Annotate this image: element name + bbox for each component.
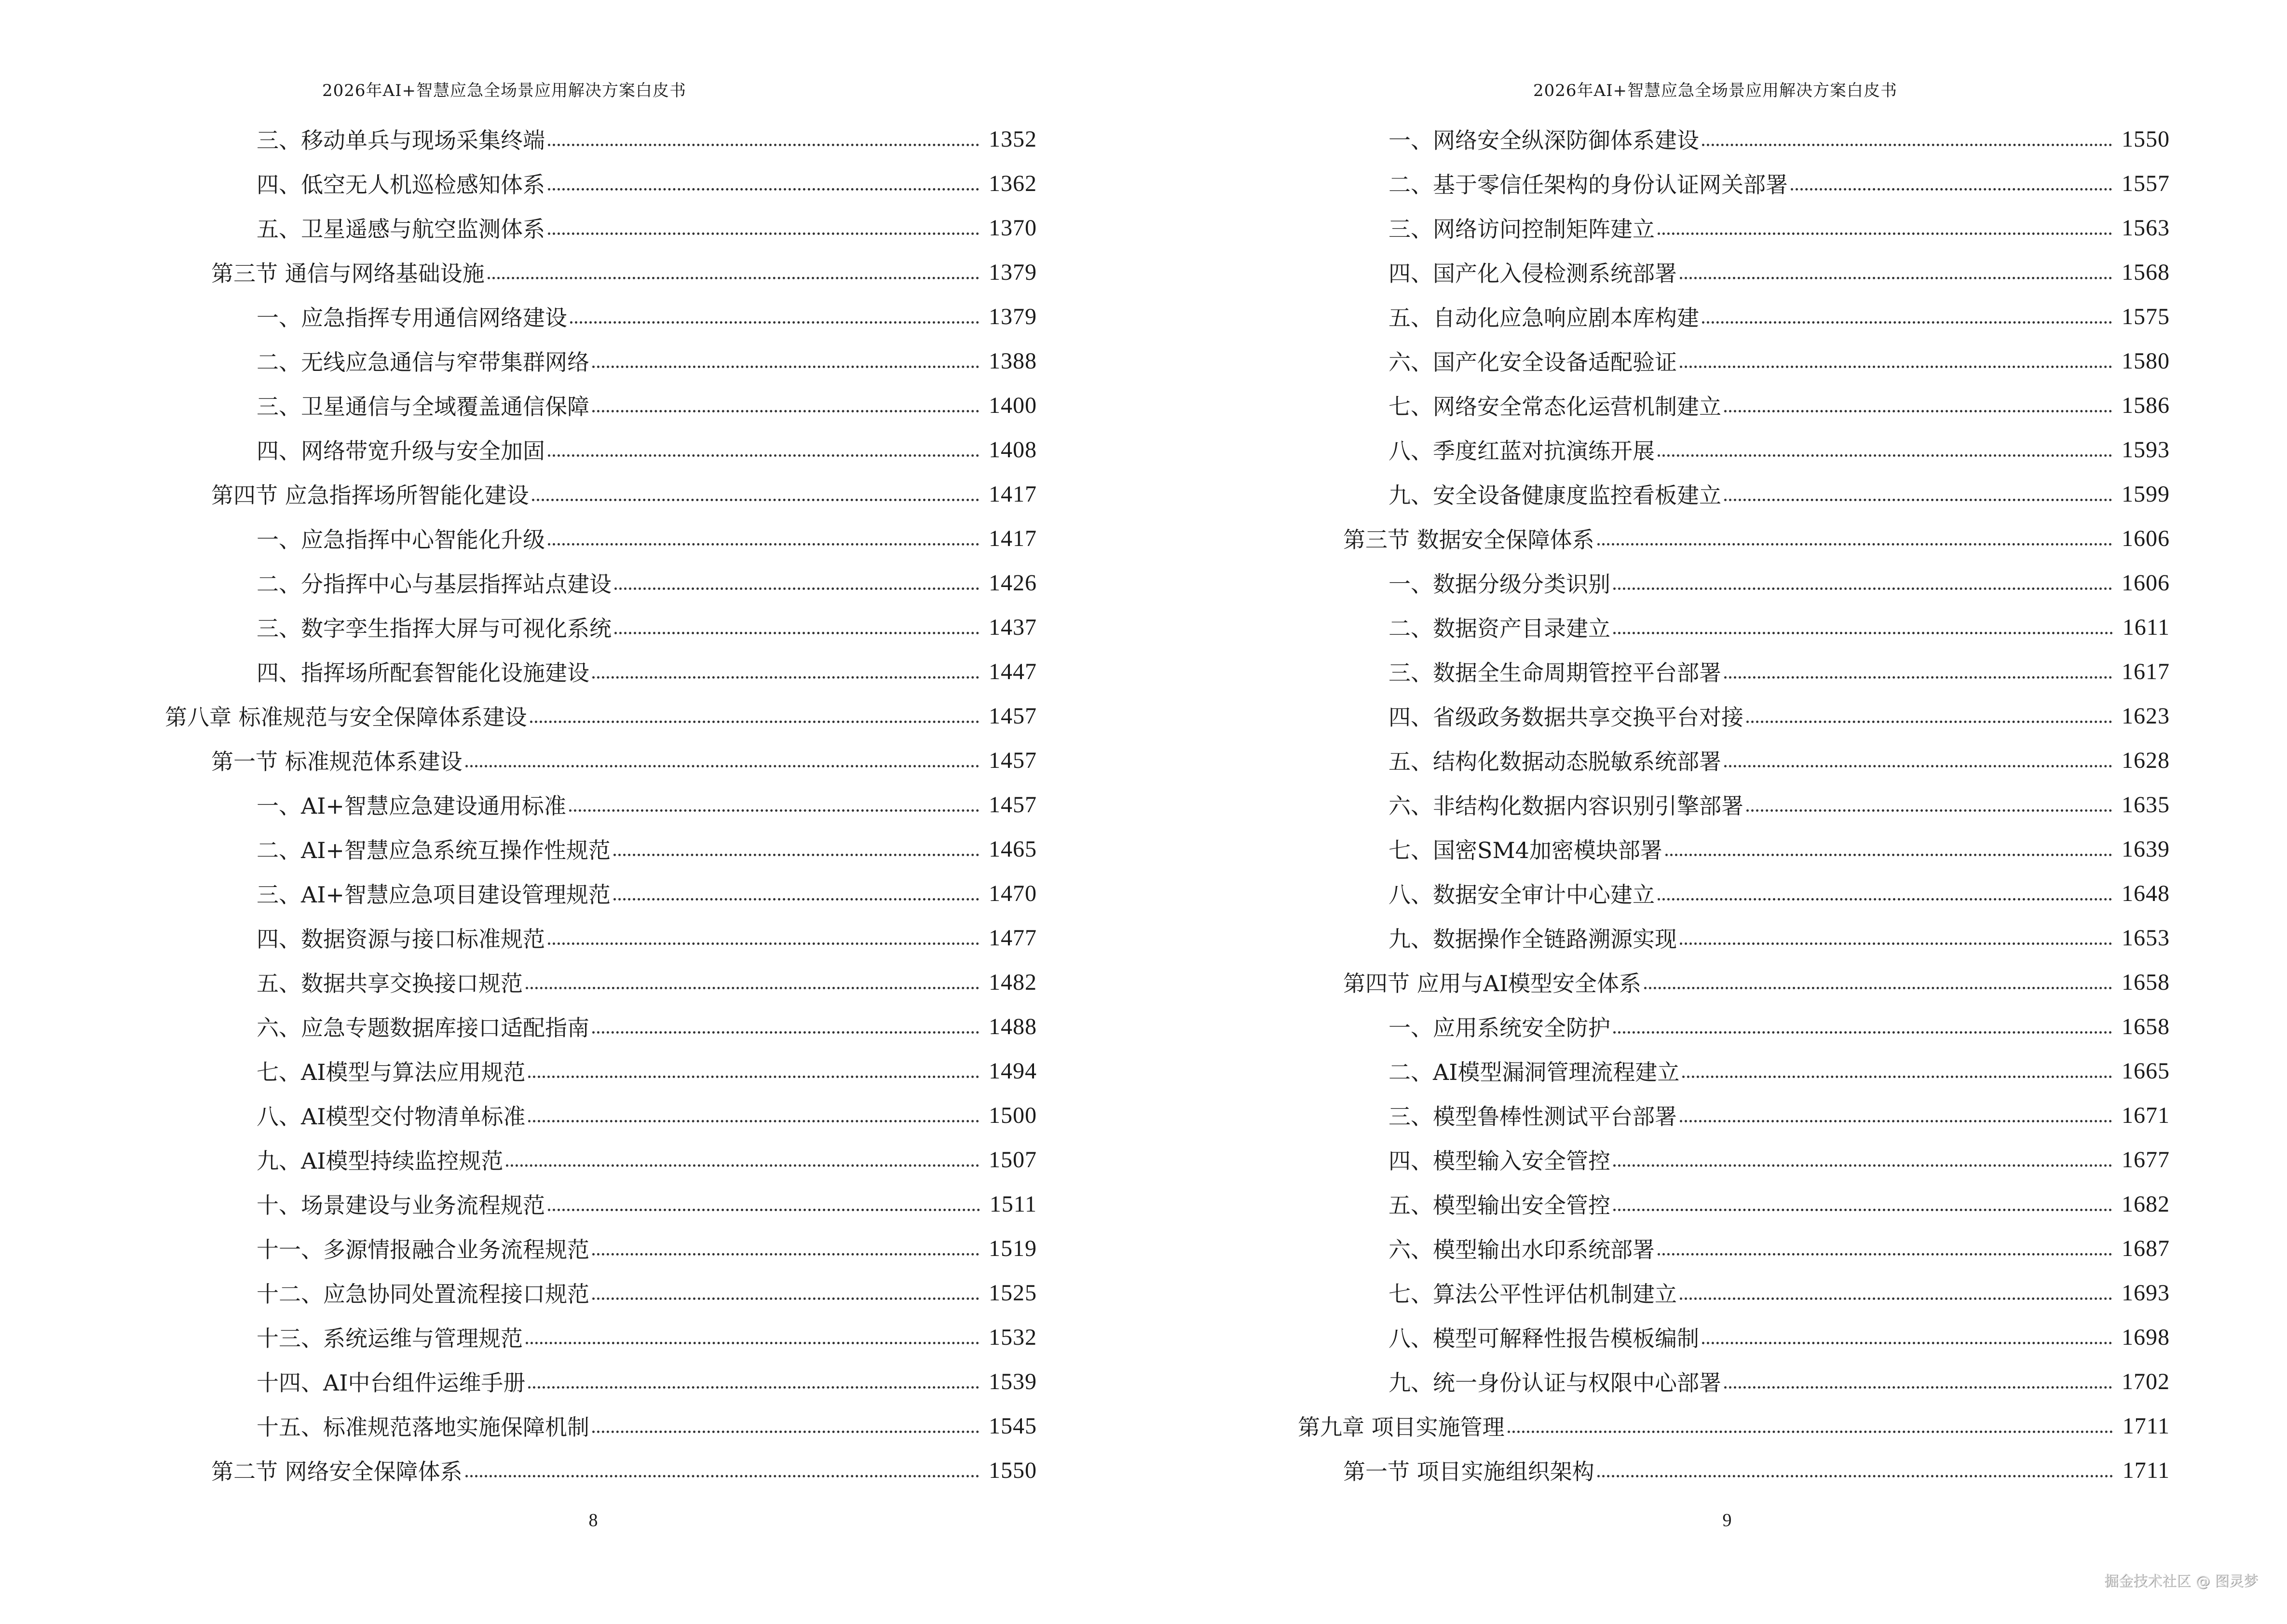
toc-entry-page: 1617 xyxy=(2122,658,2170,684)
toc-entry-page: 1606 xyxy=(2122,525,2170,551)
toc-entry-item[interactable] xyxy=(0,960,1037,1004)
toc-entry-item[interactable] xyxy=(1144,205,2170,250)
dot-leader xyxy=(614,616,982,638)
toc-entry-page: 1635 xyxy=(2122,792,2170,818)
toc-entry-item[interactable] xyxy=(0,1270,1037,1315)
dot-leader xyxy=(613,882,982,904)
toc-entry-title: 四、模型输入安全管控 xyxy=(1389,1148,1610,1174)
dot-leader xyxy=(1746,705,2115,727)
toc-entry-title: 二、基于零信任架构的身份认证网关部署 xyxy=(1389,172,1788,198)
toc-entry-title: 五、卫星遥感与航空监测体系 xyxy=(257,216,545,242)
dot-leader xyxy=(1791,172,2115,194)
toc-entry-title: 一、数据分级分类识别 xyxy=(1389,571,1610,597)
toc-entry-item[interactable] xyxy=(1144,1226,2170,1270)
toc-entry-title: 五、数据共享交换接口规范 xyxy=(257,970,523,996)
toc-entry-page: 1623 xyxy=(2122,703,2170,729)
dot-leader xyxy=(1508,1415,2116,1437)
toc-entry-item[interactable] xyxy=(0,649,1037,694)
toc-entry-page: 1525 xyxy=(989,1280,1037,1306)
toc-entry-section[interactable] xyxy=(1144,1448,2170,1492)
toc-entry-item[interactable] xyxy=(1144,472,2170,516)
dot-leader xyxy=(1702,1326,2115,1348)
toc-entry-item[interactable] xyxy=(1144,605,2170,649)
toc-entry-title: 三、卫星通信与全域覆盖通信保障 xyxy=(257,394,589,420)
toc-entry-item[interactable] xyxy=(0,827,1037,871)
dot-leader xyxy=(465,1459,982,1481)
dot-leader xyxy=(530,705,982,727)
dot-leader xyxy=(1724,1370,2115,1392)
toc-entry-title: 第二节 网络安全保障体系 xyxy=(211,1459,463,1485)
toc-entry-page: 1628 xyxy=(2122,747,2170,773)
toc-entry-title: 第四节 应用与AI模型安全体系 xyxy=(1343,970,1642,996)
toc-entry-item[interactable] xyxy=(1144,1049,2170,1093)
toc-entry-item[interactable] xyxy=(1144,339,2170,383)
toc-entry-page: 1658 xyxy=(2122,969,2170,995)
toc-entry-title: 三、数据全生命周期管控平台部署 xyxy=(1389,660,1721,686)
toc-entry-page: 1682 xyxy=(2122,1191,2170,1217)
toc-entry-item[interactable] xyxy=(1144,560,2170,605)
toc-entry-item[interactable] xyxy=(0,1226,1037,1270)
toc-entry-page: 1519 xyxy=(989,1235,1037,1261)
dot-leader xyxy=(1680,1282,2115,1304)
toc-entry-title: 五、结构化数据动态脱敏系统部署 xyxy=(1389,749,1721,775)
dot-leader xyxy=(528,1370,982,1392)
toc-entry-title: 七、AI模型与算法应用规范 xyxy=(257,1059,526,1085)
toc-entry-item[interactable] xyxy=(1144,1270,2170,1315)
dot-leader xyxy=(1658,882,2115,904)
toc-entry-item[interactable] xyxy=(1144,694,2170,738)
toc-entry-title: 六、应急专题数据库接口适配指南 xyxy=(257,1015,589,1041)
dot-leader xyxy=(592,660,982,682)
toc-entry-title: 十五、标准规范落地实施保障机制 xyxy=(257,1414,589,1440)
toc-entry-item[interactable] xyxy=(1144,161,2170,205)
toc-entry-item[interactable] xyxy=(0,205,1037,250)
toc-entry-title: 十四、AI中台组件运维手册 xyxy=(257,1370,526,1396)
toc-entry-page: 1447 xyxy=(989,658,1037,684)
toc-entry-title: 八、数据安全审计中心建立 xyxy=(1389,882,1655,908)
toc-entry-page: 1575 xyxy=(2122,303,2170,329)
toc-entry-item[interactable] xyxy=(0,339,1037,383)
toc-entry-title: 一、应急指挥中心智能化升级 xyxy=(257,527,545,553)
toc-entry-page: 1370 xyxy=(989,215,1037,241)
dot-leader xyxy=(1644,971,2115,993)
dot-leader xyxy=(592,1282,982,1304)
toc-entry-item[interactable] xyxy=(1144,117,2170,161)
toc-entry-item[interactable] xyxy=(1144,1137,2170,1182)
dot-leader xyxy=(592,1415,982,1437)
toc-entry-title: 二、数据资产目录建立 xyxy=(1389,615,1610,641)
dot-leader xyxy=(1680,1104,2115,1126)
dot-leader xyxy=(570,305,982,328)
dot-leader xyxy=(528,1060,982,1082)
toc-entry-page: 1687 xyxy=(2122,1235,2170,1261)
toc-entry-page: 1388 xyxy=(989,348,1037,374)
dot-leader xyxy=(1613,1148,2115,1171)
dot-leader xyxy=(613,838,982,860)
dot-leader xyxy=(548,438,982,461)
dot-leader xyxy=(1613,1193,2115,1215)
toc-entry-title: 九、数据操作全链路溯源实现 xyxy=(1389,926,1677,952)
toc-entry-item[interactable] xyxy=(1144,782,2170,827)
toc-entry-item[interactable] xyxy=(1144,915,2170,960)
toc-entry-page: 1665 xyxy=(2122,1058,2170,1084)
toc-entry-title: 四、指挥场所配套智能化设施建设 xyxy=(257,660,589,686)
toc-entry-title: 第三节 通信与网络基础设施 xyxy=(211,260,485,287)
toc-entry-title: 一、网络安全纵深防御体系建设 xyxy=(1389,127,1699,153)
toc-entry-title: 三、移动单兵与现场采集终端 xyxy=(257,127,545,153)
toc-entry-page: 1511 xyxy=(989,1191,1037,1217)
toc-entry-page: 1470 xyxy=(989,880,1037,906)
toc-entry-page: 1648 xyxy=(2122,880,2170,906)
dot-leader xyxy=(1658,1237,2115,1259)
toc-entry-page: 1362 xyxy=(989,170,1037,196)
toc-entry-page: 1477 xyxy=(989,925,1037,951)
dot-leader xyxy=(592,350,982,372)
toc-entry-item[interactable] xyxy=(0,782,1037,827)
toc-entry-title: 第八章 标准规范与安全保障体系建设 xyxy=(165,704,527,730)
toc-entry-item[interactable] xyxy=(0,1404,1037,1448)
toc-entry-title: 十、场景建设与业务流程规范 xyxy=(257,1192,545,1218)
toc-entry-title: 七、算法公平性评估机制建立 xyxy=(1389,1281,1677,1307)
dot-leader xyxy=(1746,793,2115,816)
toc-entry-page: 1677 xyxy=(2122,1146,2170,1173)
toc-entry-page: 1539 xyxy=(989,1368,1037,1394)
dot-leader xyxy=(1597,1459,2116,1481)
toc-entry-page: 1379 xyxy=(989,259,1037,285)
dot-leader xyxy=(506,1148,982,1171)
toc-entry-item[interactable] xyxy=(1144,383,2170,427)
toc-entry-title: 七、国密SM4加密模块部署 xyxy=(1389,837,1662,863)
toc-entry-title: 五、自动化应急响应剧本库构建 xyxy=(1389,305,1699,331)
toc-entry-page: 1545 xyxy=(989,1413,1037,1439)
toc-entry-title: 八、季度红蓝对抗演练开展 xyxy=(1389,438,1655,464)
toc-entry-title: 九、AI模型持续监控规范 xyxy=(257,1148,504,1174)
toc-entry-item[interactable] xyxy=(1144,250,2170,294)
toc-entry-page: 1698 xyxy=(2122,1324,2170,1350)
toc-entry-item[interactable] xyxy=(0,117,1037,161)
toc-entry-item[interactable] xyxy=(0,915,1037,960)
toc-entry-title: 一、应用系统安全防护 xyxy=(1389,1015,1610,1041)
toc-entry-page: 1417 xyxy=(989,481,1037,507)
toc-entry-title: 六、模型输出水印系统部署 xyxy=(1389,1237,1655,1263)
toc-entry-item[interactable] xyxy=(1144,1315,2170,1359)
dot-leader xyxy=(1724,660,2115,682)
toc-entry-item[interactable] xyxy=(0,161,1037,205)
dot-leader xyxy=(548,927,982,949)
dot-leader xyxy=(1680,261,2115,283)
dot-leader xyxy=(526,1326,982,1348)
toc-entry-title: 一、AI+智慧应急建设通用标准 xyxy=(257,793,566,819)
toc-entry-item[interactable] xyxy=(0,1049,1037,1093)
toc-entry-item[interactable] xyxy=(1144,738,2170,782)
dot-leader xyxy=(592,1237,982,1259)
toc-entry-page: 1408 xyxy=(989,437,1037,463)
dot-leader xyxy=(1613,572,2115,594)
toc-entry-page: 1671 xyxy=(2122,1102,2170,1128)
toc-entry-item[interactable] xyxy=(0,560,1037,605)
toc-entry-page: 1426 xyxy=(989,570,1037,596)
dot-leader xyxy=(1658,217,2115,239)
toc-entry-page: 1457 xyxy=(989,747,1037,773)
dot-leader xyxy=(548,527,982,549)
toc-entry-title: 六、非结构化数据内容识别引擎部署 xyxy=(1389,793,1743,819)
toc-entry-title: 三、数字孪生指挥大屏与可视化系统 xyxy=(257,615,612,641)
page-number: 8 xyxy=(588,1510,598,1530)
toc-entry-item[interactable] xyxy=(0,1359,1037,1404)
toc-entry-page: 1482 xyxy=(989,969,1037,995)
dot-leader xyxy=(569,793,982,816)
toc-entry-page: 1488 xyxy=(989,1013,1037,1039)
toc-entry-item[interactable] xyxy=(0,294,1037,339)
page-number: 9 xyxy=(1722,1510,1732,1530)
toc-entry-title: 八、模型可解释性报告模板编制 xyxy=(1389,1325,1699,1351)
toc-entry-item[interactable] xyxy=(1144,1093,2170,1137)
toc-entry-item[interactable] xyxy=(1144,649,2170,694)
toc-entry-item[interactable] xyxy=(0,1093,1037,1137)
toc-entry-chapter[interactable] xyxy=(0,694,1037,738)
toc-entry-title: 第三节 数据安全保障体系 xyxy=(1343,527,1594,553)
toc-entry-item[interactable] xyxy=(1144,827,2170,871)
toc-entry-page: 1611 xyxy=(2122,614,2170,640)
toc-entry-page: 1457 xyxy=(989,703,1037,729)
watermark: 掘金技术社区 @ 图灵梦 xyxy=(2104,1573,2258,1590)
toc-entry-item[interactable] xyxy=(1144,1182,2170,1226)
toc-entry-page: 1580 xyxy=(2122,348,2170,374)
toc-entry-item[interactable] xyxy=(0,1137,1037,1182)
toc-entry-page: 1693 xyxy=(2122,1280,2170,1306)
toc-entry-item[interactable] xyxy=(1144,294,2170,339)
dot-leader xyxy=(1702,305,2115,328)
dot-leader xyxy=(1658,438,2115,461)
toc-entry-page: 1639 xyxy=(2122,836,2170,862)
toc-entry-item[interactable] xyxy=(0,871,1037,915)
toc-entry-item[interactable] xyxy=(1144,427,2170,472)
dot-leader xyxy=(1682,1060,2115,1082)
toc-entry-page: 1593 xyxy=(2122,437,2170,463)
toc-list xyxy=(0,117,1037,1492)
toc-entry-page: 1532 xyxy=(989,1324,1037,1350)
toc-entry-page: 1494 xyxy=(989,1058,1037,1084)
toc-entry-title: 十三、系统运维与管理规范 xyxy=(257,1325,523,1351)
toc-entry-title: 四、数据资源与接口标准规范 xyxy=(257,926,545,952)
toc-entry-page: 1702 xyxy=(2122,1368,2170,1394)
toc-entry-title: 三、网络访问控制矩阵建立 xyxy=(1389,216,1655,242)
dot-leader xyxy=(592,394,982,416)
dot-leader xyxy=(528,1104,982,1126)
toc-entry-page: 1711 xyxy=(2122,1457,2170,1483)
toc-entry-item[interactable] xyxy=(0,1004,1037,1049)
toc-entry-page: 1550 xyxy=(2122,126,2170,152)
dot-leader xyxy=(548,172,982,194)
toc-entry-section[interactable] xyxy=(0,738,1037,782)
toc-entry-section[interactable] xyxy=(0,250,1037,294)
dot-leader xyxy=(488,261,982,283)
toc-entry-page: 1500 xyxy=(989,1102,1037,1128)
toc-entry-section[interactable] xyxy=(0,1448,1037,1492)
toc-entry-chapter[interactable] xyxy=(1144,1404,2170,1448)
running-header: 2026年AI+智慧应急全场景应用解决方案白皮书 xyxy=(1533,81,1897,100)
toc-entry-page: 1550 xyxy=(989,1457,1037,1483)
toc-entry-item[interactable] xyxy=(0,1315,1037,1359)
toc-entry-item[interactable] xyxy=(1144,1359,2170,1404)
toc-entry-page: 1379 xyxy=(989,303,1037,329)
toc-entry-page: 1653 xyxy=(2122,925,2170,951)
toc-entry-page: 1437 xyxy=(989,614,1037,640)
toc-entry-item[interactable] xyxy=(0,427,1037,472)
toc-entry-section[interactable] xyxy=(1144,516,2170,560)
toc-entry-page: 1465 xyxy=(989,836,1037,862)
dot-leader xyxy=(1702,128,2115,150)
right-page xyxy=(1144,0,2287,1624)
dot-leader xyxy=(465,749,982,771)
toc-entry-title: 五、模型输出安全管控 xyxy=(1389,1192,1610,1218)
toc-entry-item[interactable] xyxy=(0,605,1037,649)
toc-entry-title: 第一节 项目实施组织架构 xyxy=(1343,1459,1594,1485)
toc-entry-title: 六、国产化安全设备适配验证 xyxy=(1389,349,1677,375)
toc-entry-section[interactable] xyxy=(1144,960,2170,1004)
dot-leader xyxy=(1680,927,2115,949)
toc-entry-page: 1400 xyxy=(989,392,1037,418)
dot-leader xyxy=(1597,527,2115,549)
toc-entry-item[interactable] xyxy=(1144,871,2170,915)
dot-leader xyxy=(1680,350,2115,372)
toc-entry-title: 八、AI模型交付物清单标准 xyxy=(257,1104,526,1130)
toc-entry-title: 二、无线应急通信与窄带集群网络 xyxy=(257,349,589,375)
toc-entry-title: 四、网络带宽升级与安全加固 xyxy=(257,438,545,464)
dot-leader xyxy=(1613,616,2116,638)
dot-leader xyxy=(1665,838,2115,860)
dot-leader xyxy=(526,971,982,993)
toc-entry-title: 第四节 应急指挥场所智能化建设 xyxy=(211,482,529,508)
toc-entry-page: 1457 xyxy=(989,792,1037,818)
toc-entry-page: 1658 xyxy=(2122,1013,2170,1039)
toc-entry-title: 十一、多源情报融合业务流程规范 xyxy=(257,1237,589,1263)
toc-entry-title: 三、AI+智慧应急项目建设管理规范 xyxy=(257,882,611,908)
toc-entry-page: 1507 xyxy=(989,1146,1037,1173)
toc-entry-page: 1417 xyxy=(989,525,1037,551)
toc-entry-item[interactable] xyxy=(0,516,1037,560)
dot-leader xyxy=(532,483,982,505)
dot-leader xyxy=(592,1015,982,1037)
toc-entry-title: 二、AI+智慧应急系统互操作性规范 xyxy=(257,837,611,863)
dot-leader xyxy=(548,128,982,150)
toc-entry-item[interactable] xyxy=(0,1182,1037,1226)
toc-entry-title: 四、低空无人机巡检感知体系 xyxy=(257,172,545,198)
toc-entry-item[interactable] xyxy=(0,383,1037,427)
dot-leader xyxy=(1724,394,2115,416)
toc-entry-title: 第九章 项目实施管理 xyxy=(1298,1414,1505,1440)
toc-entry-page: 1352 xyxy=(989,126,1037,152)
dot-leader xyxy=(614,572,982,594)
toc-entry-title: 四、省级政务数据共享交换平台对接 xyxy=(1389,704,1743,730)
toc-entry-page: 1586 xyxy=(2122,392,2170,418)
dot-leader xyxy=(548,1193,983,1215)
toc-entry-page: 1557 xyxy=(2122,170,2170,196)
toc-entry-page: 1599 xyxy=(2122,481,2170,507)
dot-leader xyxy=(1724,483,2115,505)
toc-entry-page: 1606 xyxy=(2122,570,2170,596)
toc-entry-page: 1568 xyxy=(2122,259,2170,285)
toc-entry-title: 二、AI模型漏洞管理流程建立 xyxy=(1389,1059,1680,1085)
running-header: 2026年AI+智慧应急全场景应用解决方案白皮书 xyxy=(322,81,686,100)
toc-entry-title: 九、统一身份认证与权限中心部署 xyxy=(1389,1370,1721,1396)
toc-entry-title: 一、应急指挥专用通信网络建设 xyxy=(257,305,567,331)
toc-entry-title: 九、安全设备健康度监控看板建立 xyxy=(1389,482,1721,508)
toc-entry-page: 1711 xyxy=(2122,1413,2170,1439)
toc-entry-section[interactable] xyxy=(0,472,1037,516)
toc-entry-title: 四、国产化入侵检测系统部署 xyxy=(1389,260,1677,287)
dot-leader xyxy=(1613,1015,2115,1037)
toc-entry-title: 十二、应急协同处置流程接口规范 xyxy=(257,1281,589,1307)
toc-entry-page: 1563 xyxy=(2122,215,2170,241)
toc-entry-title: 第一节 标准规范体系建设 xyxy=(211,749,463,775)
toc-entry-title: 二、分指挥中心与基层指挥站点建设 xyxy=(257,571,612,597)
toc-entry-title: 三、模型鲁棒性测试平台部署 xyxy=(1389,1104,1677,1130)
dot-leader xyxy=(548,217,982,239)
dot-leader xyxy=(1724,749,2115,771)
toc-entry-title: 七、网络安全常态化运营机制建立 xyxy=(1389,394,1721,420)
toc-entry-item[interactable] xyxy=(1144,1004,2170,1049)
toc-list xyxy=(1144,117,2170,1492)
